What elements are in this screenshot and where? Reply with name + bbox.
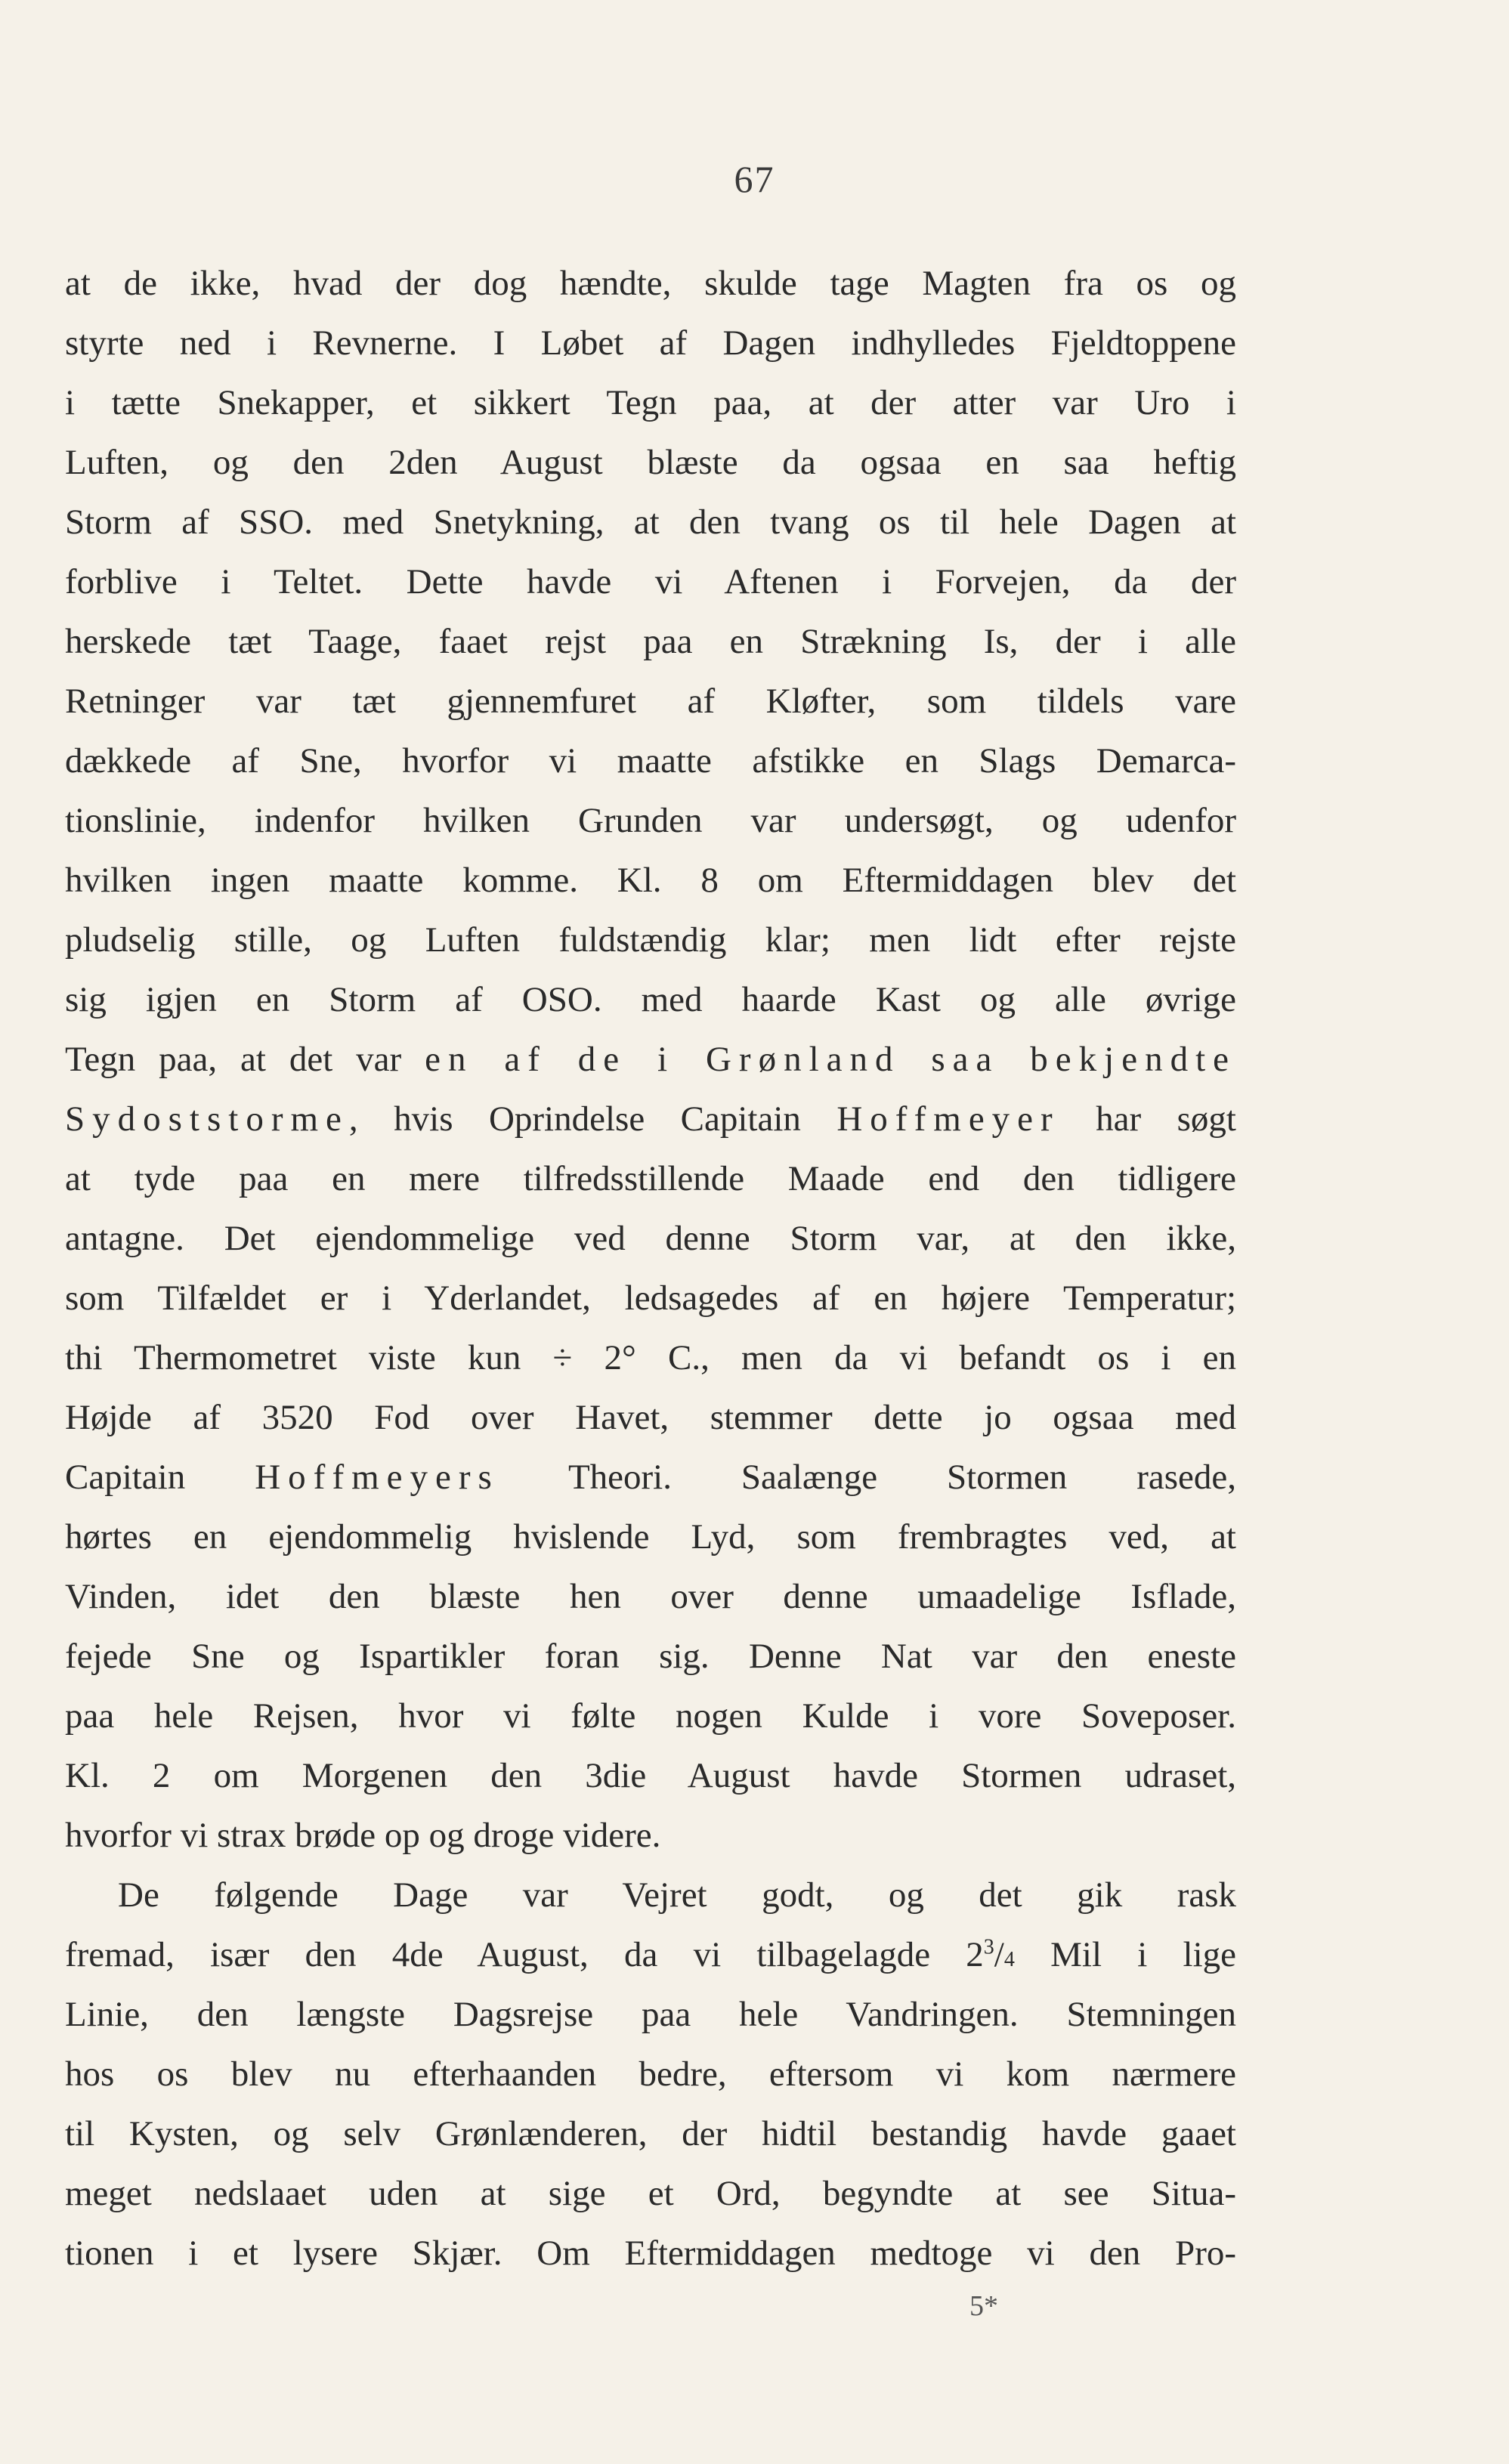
text-line (65, 1925, 1236, 1985)
fraction-slash: / (994, 1935, 1004, 1974)
text-line: forblive i Teltet. Dette havde vi Aftenen i Forvejen, da der (65, 562, 1236, 601)
text-segment: fremad, især den 4de August, da vi tilbagelagde 2 (65, 1935, 984, 1974)
text-line: pludselig stille, og Luften fuldstændig klar; men lidt efter rejste (65, 920, 1236, 960)
fraction-denominator: 4 (1003, 1948, 1015, 1971)
page-number: 67 (734, 158, 775, 200)
text-line: paa hele Rejsen, hvor vi følte nogen Kulde i vore Soveposer. (65, 1696, 1236, 1736)
text-segment: Mil i lige (1014, 1935, 1236, 1974)
text-line: styrte ned i Revnerne. I Løbet af Dagen indhylledes Fjeldtoppene (65, 323, 1236, 363)
text-line (65, 1448, 1236, 1507)
text-line: Retninger var tæt gjennemfuret af Kløfter, som tildels vare (65, 682, 1236, 721)
text-line: Højde af 3520 Fod over Havet, stemmer dette jo ogsaa med (65, 1398, 1236, 1437)
printer-signature-mark: 5* (969, 2290, 998, 2322)
text-line: hørtes en ejendommelig hvislende Lyd, som frembragtes ved, at (65, 1517, 1236, 1557)
text-line: at de ikke, hvad der dog hændte, skulde tage Magten fra os og (65, 264, 1236, 303)
fraction-numerator: 3 (983, 1935, 994, 1959)
text-line: tionen i et lysere Skjær. Om Eftermiddagen medtoge vi den Pro- (65, 2234, 1236, 2273)
text-segment: , hvis Oprindelse Capitain (348, 1099, 801, 1139)
text-line: hos os blev nu efterhaanden bedre, eftersom vi kom nærmere (65, 2054, 1236, 2094)
text-segment: Theori. Saalænge Stormen rasede, (567, 1458, 1236, 1497)
text-line: sig igjen en Storm af OSO. med haarde Kast og alle øvrige (65, 980, 1236, 1019)
text-segment: Tegn paa, at det var (65, 1040, 402, 1079)
text-line-paragraph-start: De følgende Dage var Vejret godt, og det gik rask (118, 1875, 1236, 1915)
text-line (65, 1090, 1236, 1149)
text-line-paragraph-end: hvorfor vi strax brøde op og droge videre. (65, 1816, 661, 1855)
spaced-name: Hoffmeyer (836, 1099, 1060, 1139)
text-line: Storm af SSO. med Snetykning, at den tvang os til hele Dagen at (65, 502, 1236, 542)
text-line: antagne. Det ejendommelige ved denne Storm var, at den ikke, (65, 1219, 1236, 1258)
text-line: at tyde paa en mere tilfredsstillende Maade end den tidligere (65, 1159, 1236, 1198)
spaced-text: Sydoststorme (65, 1099, 349, 1139)
page-body (65, 254, 1236, 2283)
text-line: hvilken ingen maatte komme. Kl. 8 om Eftermiddagen blev det (65, 861, 1236, 900)
text-line (65, 1030, 1236, 1090)
text-line: som Tilfældet er i Yderlandet, ledsagedes af en højere Temperatur; (65, 1278, 1236, 1318)
text-line: Kl. 2 om Morgenen den 3die August havde Stormen udraset, (65, 1756, 1236, 1795)
text-line: Linie, den længste Dagsrejse paa hele Vandringen. Stemningen (65, 1995, 1236, 2034)
text-line: herskede tæt Taage, faaet rejst paa en Strækning Is, der i alle (65, 622, 1236, 661)
text-line: tionslinie, indenfor hvilken Grunden var undersøgt, og udenfor (65, 801, 1236, 840)
text-line: Luften, og den 2den August blæste da ogsaa en saa heftig (65, 443, 1236, 482)
spaced-text: en af de i Grønland saa bekjendte (425, 1040, 1237, 1079)
text-line: til Kysten, og selv Grønlænderen, der hidtil bestandig havde gaaet (65, 2114, 1236, 2153)
text-line: Vinden, idet den blæste hen over denne umaadelige Isflade, (65, 1577, 1236, 1616)
text-line: thi Thermometret viste kun ÷ 2° C., men da vi befandt os i en (65, 1338, 1236, 1377)
text-line: fejede Sne og Ispartikler foran sig. Denne Nat var den eneste (65, 1637, 1236, 1676)
spaced-name: Hoffmeyers (255, 1458, 499, 1497)
text-line: i tætte Snekapper, et sikkert Tegn paa, at der atter var Uro i (65, 383, 1236, 422)
text-line: meget nedslaaet uden at sige et Ord, begyndte at see Situa- (65, 2174, 1236, 2213)
text-segment: har søgt (1096, 1099, 1236, 1139)
text-line: dækkede af Sne, hvorfor vi maatte afstikke en Slags Demarca- (65, 741, 1236, 781)
text-segment: Capitain (65, 1458, 186, 1497)
